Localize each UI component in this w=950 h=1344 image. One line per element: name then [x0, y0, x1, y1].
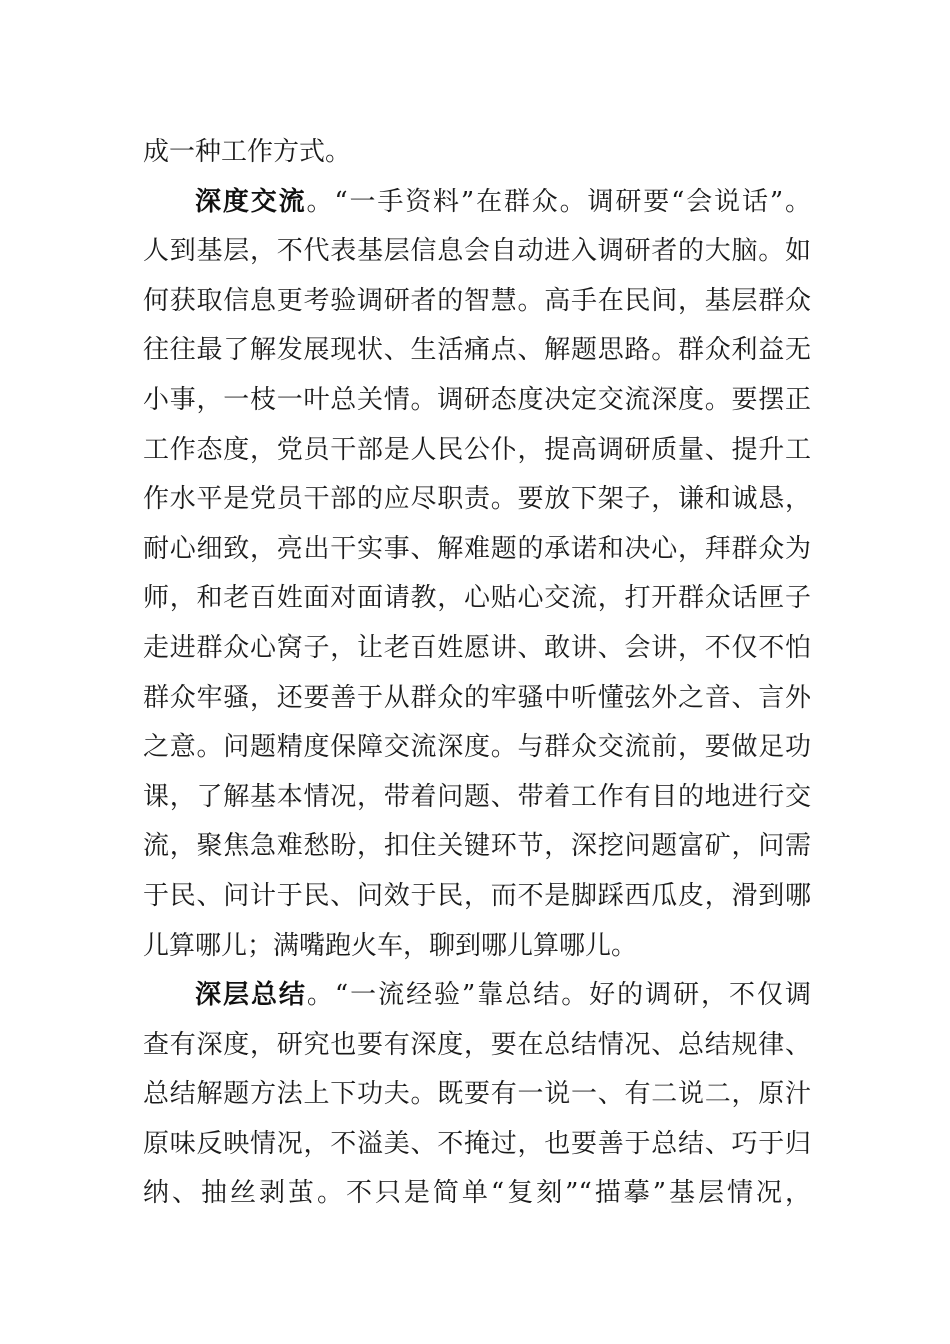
text-run: 。“一手资料”在群众。调研要“会说话”。: [306, 186, 811, 217]
text-line: 流，聚焦急难愁盼，扣住关键环节，深挖问题富矿，问需: [143, 831, 811, 862]
text-line: 课，了解基本情况，带着问题、带着工作有目的地进行交: [143, 781, 811, 812]
text-line: 查有深度，研究也要有深度，要在总结情况、总结规律、: [143, 1029, 811, 1060]
text-line: 于民、问计于民、问效于民，而不是脚踩西瓜皮，滑到哪: [143, 880, 811, 911]
text-line: 群众牢骚，还要善于从群众的牢骚中听懂弦外之音、言外: [143, 682, 811, 713]
text-line: 走进群众心窝子，让老百姓愿讲、敢讲、会讲，不仅不怕: [143, 632, 811, 663]
section-heading: 深度交流: [195, 186, 307, 217]
text-line: 总结解题方法上下功夫。既要有一说一、有二说二，原汁: [143, 1079, 811, 1110]
text-line: 作水平是党员干部的应尽职责。要放下架子，谦和诚恳，: [143, 484, 811, 515]
text-line: 人到基层，不代表基层信息会自动进入调研者的大脑。如: [143, 236, 811, 267]
text-line: 小事，一枝一叶总关情。调研态度决定交流深度。要摆正: [143, 384, 811, 415]
text-line: 何获取信息更考验调研者的智慧。高手在民间，基层群众: [143, 285, 811, 316]
paragraph-start: [143, 971, 811, 1021]
section-heading: 深层总结: [195, 980, 307, 1011]
text-line: 成一种工作方式。: [143, 137, 352, 167]
paragraph-start: [143, 178, 811, 228]
text-line: 耐心细致，亮出干实事、解难题的承诺和决心，拜群众为: [143, 533, 811, 564]
text-line: 往往最了解发展现状、生活痛点、解题思路。群众利益无: [143, 335, 811, 366]
text-run: 。“一流经验”靠总结。好的调研，不仅调: [306, 980, 811, 1011]
text-line: 之意。问题精度保障交流深度。与群众交流前，要做足功: [143, 732, 811, 763]
text-line: 纳、抽丝剥茧。不只是简单“复刻”“描摹”基层情况，: [143, 1178, 811, 1209]
text-line: 原味反映情况，不溢美、不掩过，也要善于总结、巧于归: [143, 1128, 811, 1159]
text-line: 工作态度，党员干部是人民公仆，提高调研质量、提升工: [143, 434, 811, 465]
text-line: 儿算哪儿；满嘴跑火车，聊到哪儿算哪儿。: [143, 930, 638, 961]
body-text: [143, 128, 811, 1219]
text-line: 师，和老百姓面对面请教，心贴心交流，打开群众话匣子: [143, 583, 811, 614]
